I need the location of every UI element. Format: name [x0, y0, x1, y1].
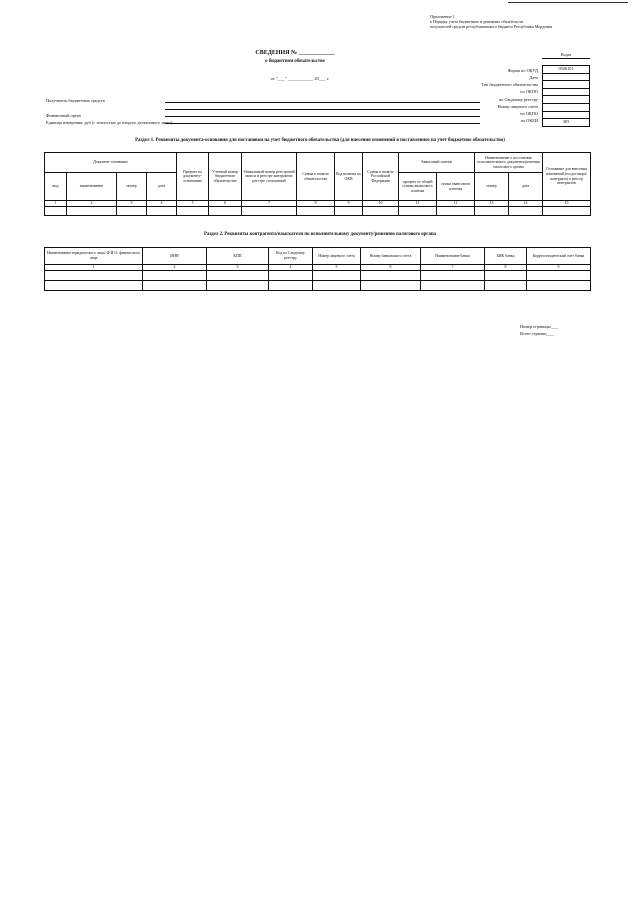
code-okpo-1	[543, 89, 589, 97]
s1-col-num: 2	[67, 201, 117, 207]
label-account-number: Номер лицевого счета	[497, 104, 538, 109]
s2-cell[interactable]	[421, 281, 485, 291]
s2-header-inn: ИНН	[143, 248, 207, 265]
section-2-table	[44, 247, 591, 291]
s1-cell[interactable]	[509, 207, 543, 216]
s2-data-row	[45, 271, 591, 281]
s1-header-sum-rub: Сумма в валюте Российской Федерации	[363, 153, 399, 201]
s1-cell[interactable]	[117, 207, 147, 216]
codes-header: Коды	[560, 52, 572, 57]
total-pages: Всего страниц ___	[520, 331, 554, 336]
s1-cell[interactable]	[475, 207, 509, 216]
s1-header-adv-sum: сумма авансового платежа	[437, 173, 475, 201]
section-1-title: Раздел 1. Реквизиты документа-основания для постановки на учет бюджетного обязательства (для внесения изменений в поставленное на учет бюджетное обязательство)	[135, 138, 505, 143]
s2-cell[interactable]	[361, 271, 421, 281]
s1-cell[interactable]	[437, 207, 475, 216]
s1-col-num: 4	[147, 201, 177, 207]
s1-cell[interactable]	[177, 207, 209, 216]
s2-col-num: 4	[269, 265, 313, 271]
s2-header-bik: БИК банка	[485, 248, 527, 265]
code-account-number	[543, 104, 589, 112]
s2-col-num: 6	[361, 265, 421, 271]
s1-col-num: 1	[45, 201, 67, 207]
s2-data-row	[45, 281, 591, 291]
s2-cell[interactable]	[269, 281, 313, 291]
appendix-line-2: к Порядку учета бюджетных и денежных обязательств	[430, 19, 524, 24]
s1-cell[interactable]	[543, 207, 591, 216]
s1-header-currency-code: Код валюты по ОКВ	[335, 153, 363, 201]
s1-header-percent: процент от общей суммы авансового платежа	[399, 173, 437, 201]
s1-header-number-2: номер	[475, 173, 509, 201]
appendix-line-1: Приложение 1	[430, 14, 455, 19]
s2-cell[interactable]	[45, 271, 143, 281]
label-okpo-1: по ОКПО	[520, 89, 538, 94]
label-consolidated-registry: по Сводному реестру	[498, 97, 538, 102]
s2-cell[interactable]	[207, 281, 269, 291]
s1-header-grounds: Основание для внесения изменений (госдоговора/контракта) в реестр контрактов	[543, 153, 591, 201]
codes-header-rule	[542, 58, 590, 59]
s1-header-date: дата	[147, 173, 177, 201]
document-title: СВЕДЕНИЯ № ____________	[255, 50, 335, 56]
s1-col-num: 9	[335, 201, 363, 207]
code-okei: 383	[562, 119, 570, 125]
s1-col-num: 3	[117, 201, 147, 207]
s2-header-personal-account: Номер лицевого счета	[313, 248, 361, 265]
s2-header-name: Наименование юридического лица/ Ф.И.О. физического лица	[45, 248, 143, 265]
label-unit: Единица измерения: руб (с точностью до второго десятичного знака)	[46, 120, 173, 125]
s1-header-unique-number: Уникальный номер реестровой записи в реестре контрактов/реестре соглашений	[242, 153, 297, 201]
s1-col-num: 15	[543, 201, 591, 207]
s2-header-registry-code: Код по Сводному реестру	[269, 248, 313, 265]
document-subtitle: о бюджетном обязательстве	[265, 59, 325, 64]
s1-col-num: 7	[242, 201, 297, 207]
s2-header-corr-account: Корреспондентский счет банка	[527, 248, 591, 265]
s1-cell[interactable]	[335, 207, 363, 216]
s1-header-sum-currency: Сумма в валюте обязательства	[297, 153, 335, 201]
s1-col-num: 8	[297, 201, 335, 207]
label-obligation-type: Тип бюджетного обязательства	[481, 82, 538, 87]
recipient-line-1	[165, 102, 480, 103]
s2-col-num: 9	[527, 265, 591, 271]
s2-header-bank-name: Наименование банка	[421, 248, 485, 265]
section-1-table	[44, 152, 591, 216]
s1-col-num: 12	[437, 201, 475, 207]
s2-col-num: 5	[313, 265, 361, 271]
s1-cell[interactable]	[297, 207, 335, 216]
s1-header-name: наименование	[67, 173, 117, 201]
s1-header-advance: Авансовый платеж	[399, 153, 475, 173]
s1-col-num: 5	[177, 201, 209, 207]
s1-col-num: 14	[509, 201, 543, 207]
label-date: Дата	[529, 75, 538, 80]
s2-cell[interactable]	[143, 271, 207, 281]
s1-cell[interactable]	[242, 207, 297, 216]
s2-cell[interactable]	[207, 271, 269, 281]
s1-header-document: Документ-основание	[45, 153, 177, 173]
s1-col-num: 13	[475, 201, 509, 207]
s2-cell[interactable]	[45, 281, 143, 291]
s1-data-row	[45, 207, 591, 216]
s2-cell[interactable]	[269, 271, 313, 281]
appendix-line-3: получателей средств республиканского бюджета Республики Мордовия	[430, 24, 553, 29]
s2-col-num: 1	[45, 265, 143, 271]
financial-body-line-2	[165, 123, 480, 124]
label-okpo-2: по ОКПО	[520, 111, 538, 116]
label-recipient: Получатель бюджетных средств	[46, 98, 105, 103]
s1-col-num: 10	[363, 201, 399, 207]
codes-box	[542, 65, 590, 127]
s2-col-num: 2	[143, 265, 207, 271]
code-okud: 0506101	[543, 66, 589, 74]
s1-cell[interactable]	[209, 207, 242, 216]
s2-col-num: 3	[207, 265, 269, 271]
s1-header-number: номер	[117, 173, 147, 201]
document-date: от "___" ___________ 20___ г.	[270, 76, 330, 81]
s2-cell[interactable]	[361, 281, 421, 291]
financial-body-line-1	[165, 116, 480, 117]
s2-cell[interactable]	[527, 281, 591, 291]
s2-header-kpp: КПП	[207, 248, 269, 265]
s2-cell[interactable]	[485, 271, 527, 281]
s1-header-date-2: дата	[509, 173, 543, 201]
s1-col-num: 6	[209, 201, 242, 207]
s2-col-num: 8	[485, 265, 527, 271]
s1-header-subject: Предмет по документу-основанию	[177, 153, 209, 201]
s1-cell[interactable]	[67, 207, 117, 216]
s1-cell[interactable]	[45, 207, 67, 216]
s1-header-change: Наименование о постановке исполнительного документа/решения налогового органа	[475, 153, 543, 173]
s1-cell[interactable]	[399, 207, 437, 216]
label-okud: Форма по ОКУД	[507, 68, 538, 73]
page-number: Номер страницы ___	[520, 324, 559, 329]
recipient-line-2	[165, 109, 480, 110]
top-rule	[508, 2, 628, 3]
s1-header-account-number: Учетный номер бюджетного обязательства	[209, 153, 242, 201]
s1-header-kind: вид	[45, 173, 67, 201]
s2-cell[interactable]	[143, 281, 207, 291]
s1-cell[interactable]	[147, 207, 177, 216]
s2-header-bank-account: Номер банковского счета	[361, 248, 421, 265]
section-2-title: Раздел 2. Реквизиты контрагента/взыскателя по исполнительному документу/решению налогового органа	[203, 232, 437, 237]
s1-col-num: 11	[399, 201, 437, 207]
s2-cell[interactable]	[313, 271, 361, 281]
s2-cell[interactable]	[527, 271, 591, 281]
code-consolidated-registry	[543, 96, 589, 104]
s1-cell[interactable]	[363, 207, 399, 216]
code-date	[543, 74, 589, 82]
label-okei: по ОКЕИ	[520, 118, 538, 123]
s2-cell[interactable]	[421, 271, 485, 281]
s2-cell[interactable]	[313, 281, 361, 291]
code-okpo-2	[543, 112, 589, 120]
label-financial-body: Финансовый орган	[46, 113, 81, 118]
code-obligation-type	[543, 81, 589, 89]
s2-cell[interactable]	[485, 281, 527, 291]
s2-col-num: 7	[421, 265, 485, 271]
appendix-note	[430, 14, 630, 29]
